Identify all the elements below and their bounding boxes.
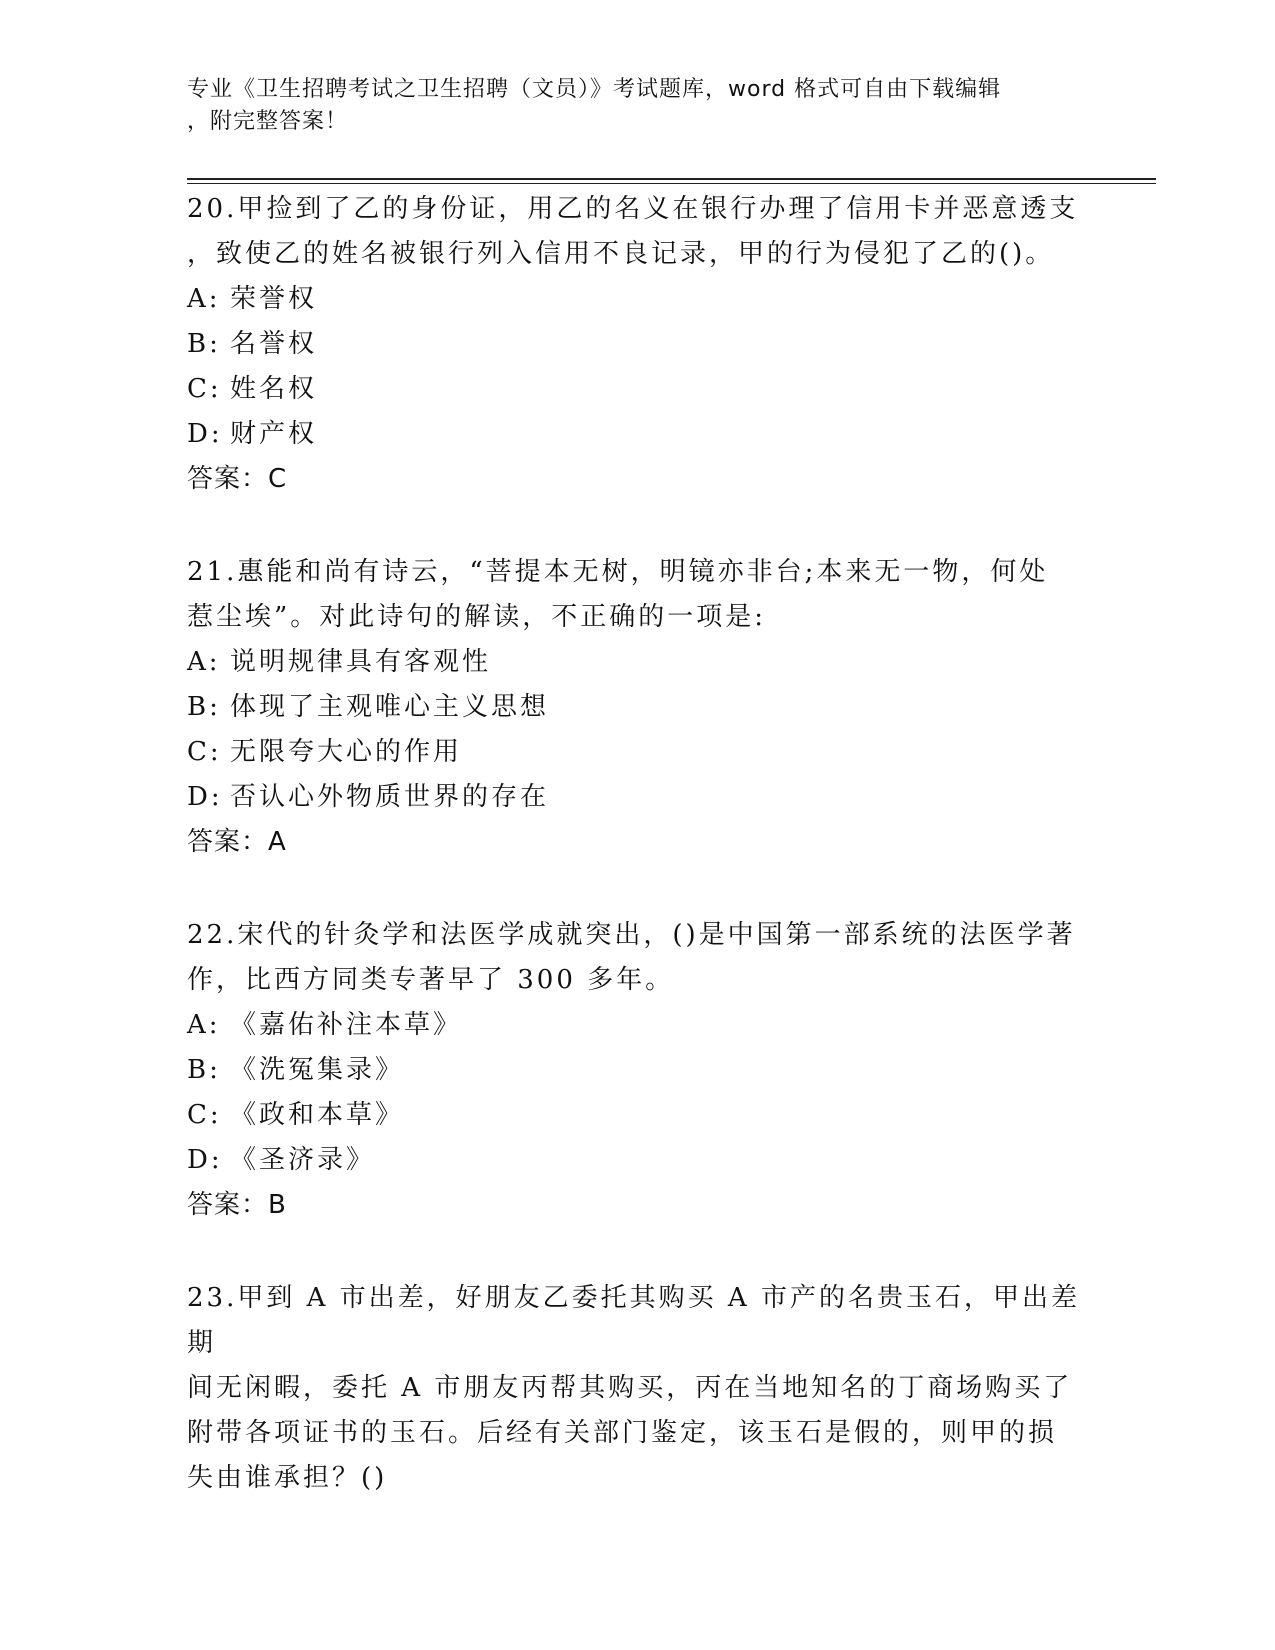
option-text: 荣誉权 bbox=[230, 284, 318, 314]
question-stem-line: 惹尘埃”。对此诗句的解读，不正确的一项是: bbox=[187, 602, 767, 632]
option-key: C: bbox=[187, 374, 222, 404]
answer-line: 答案：C bbox=[187, 464, 288, 494]
option-c bbox=[187, 730, 1087, 775]
option-key: D: bbox=[187, 782, 223, 812]
option-text: 否认心外物质世界的存在 bbox=[230, 782, 550, 812]
option-key: D: bbox=[187, 419, 223, 449]
question-23 bbox=[187, 1276, 1087, 1501]
question-stem-line: 20.甲捡到了乙的身份证，用乙的名义在银行办理了信用卡并恶意透支 bbox=[187, 194, 1079, 224]
option-text: 体现了主观唯心主义思想 bbox=[230, 692, 550, 722]
header-divider-thick bbox=[187, 178, 1156, 180]
option-text: 《圣济录》 bbox=[230, 1145, 376, 1175]
option-a bbox=[187, 1003, 1087, 1048]
question-21 bbox=[187, 550, 1087, 865]
question-22 bbox=[187, 913, 1087, 1228]
question-stem-line: 23.甲到 A 市出差，好朋友乙委托其购买 A 市产的名贵玉石，甲出差期 bbox=[187, 1283, 1080, 1358]
option-c bbox=[187, 1093, 1087, 1138]
option-key: A: bbox=[187, 1010, 221, 1040]
option-text: 《政和本草》 bbox=[230, 1100, 405, 1130]
option-key: A: bbox=[187, 647, 221, 677]
header-line-2: ，附完整答案！ bbox=[187, 109, 349, 134]
option-b bbox=[187, 322, 1087, 367]
option-a bbox=[187, 277, 1087, 322]
option-c bbox=[187, 367, 1087, 412]
question-stem-line: 附带各项证书的玉石。后经有关部门鉴定，该玉石是假的，则甲的损 bbox=[187, 1418, 1058, 1448]
option-key: B: bbox=[187, 1055, 221, 1085]
option-text: 名誉权 bbox=[230, 329, 318, 359]
option-a bbox=[187, 640, 1087, 685]
option-text: 《洗冤集录》 bbox=[230, 1055, 405, 1085]
question-stem-line: 间无闲暇，委托 A 市朋友丙帮其购买，丙在当地知名的丁商场购买了 bbox=[187, 1373, 1073, 1403]
question-stem-line: ，致使乙的姓名被银行列入信用不良记录，甲的行为侵犯了乙的()。 bbox=[187, 239, 1055, 269]
question-stem-line: 22.宋代的针灸学和法医学成就突出，()是中国第一部系统的法医学著 bbox=[187, 920, 1076, 950]
question-20 bbox=[187, 187, 1087, 502]
option-text: 无限夸大心的作用 bbox=[230, 737, 463, 767]
option-text: 《嘉佑补注本草》 bbox=[230, 1010, 463, 1040]
question-stem-line: 失由谁承担？() bbox=[187, 1463, 388, 1493]
document-header bbox=[187, 74, 1087, 138]
option-text: 财产权 bbox=[230, 419, 318, 449]
option-key: A: bbox=[187, 284, 221, 314]
option-key: C: bbox=[187, 1100, 222, 1130]
option-b bbox=[187, 685, 1087, 730]
option-key: D: bbox=[187, 1145, 223, 1175]
question-stem-line: 作，比西方同类专著早了 300 多年。 bbox=[187, 965, 675, 995]
question-stem-line: 21.惠能和尚有诗云，“菩提本无树，明镜亦非台;本来无一物，何处 bbox=[187, 557, 1049, 587]
option-b bbox=[187, 1048, 1087, 1093]
answer-line: 答案：A bbox=[187, 827, 287, 857]
option-d bbox=[187, 412, 1087, 457]
header-divider-thin bbox=[187, 183, 1156, 184]
answer-line: 答案：B bbox=[187, 1190, 287, 1220]
option-text: 说明规律具有客观性 bbox=[230, 647, 492, 677]
header-line-1: 专业《卫生招聘考试之卫生招聘（文员）》考试题库，word 格式可自由下载编辑 bbox=[187, 77, 1002, 102]
option-key: C: bbox=[187, 737, 222, 767]
option-d bbox=[187, 1138, 1087, 1183]
option-key: B: bbox=[187, 329, 221, 359]
option-key: B: bbox=[187, 692, 221, 722]
option-d bbox=[187, 775, 1087, 820]
option-text: 姓名权 bbox=[230, 374, 318, 404]
